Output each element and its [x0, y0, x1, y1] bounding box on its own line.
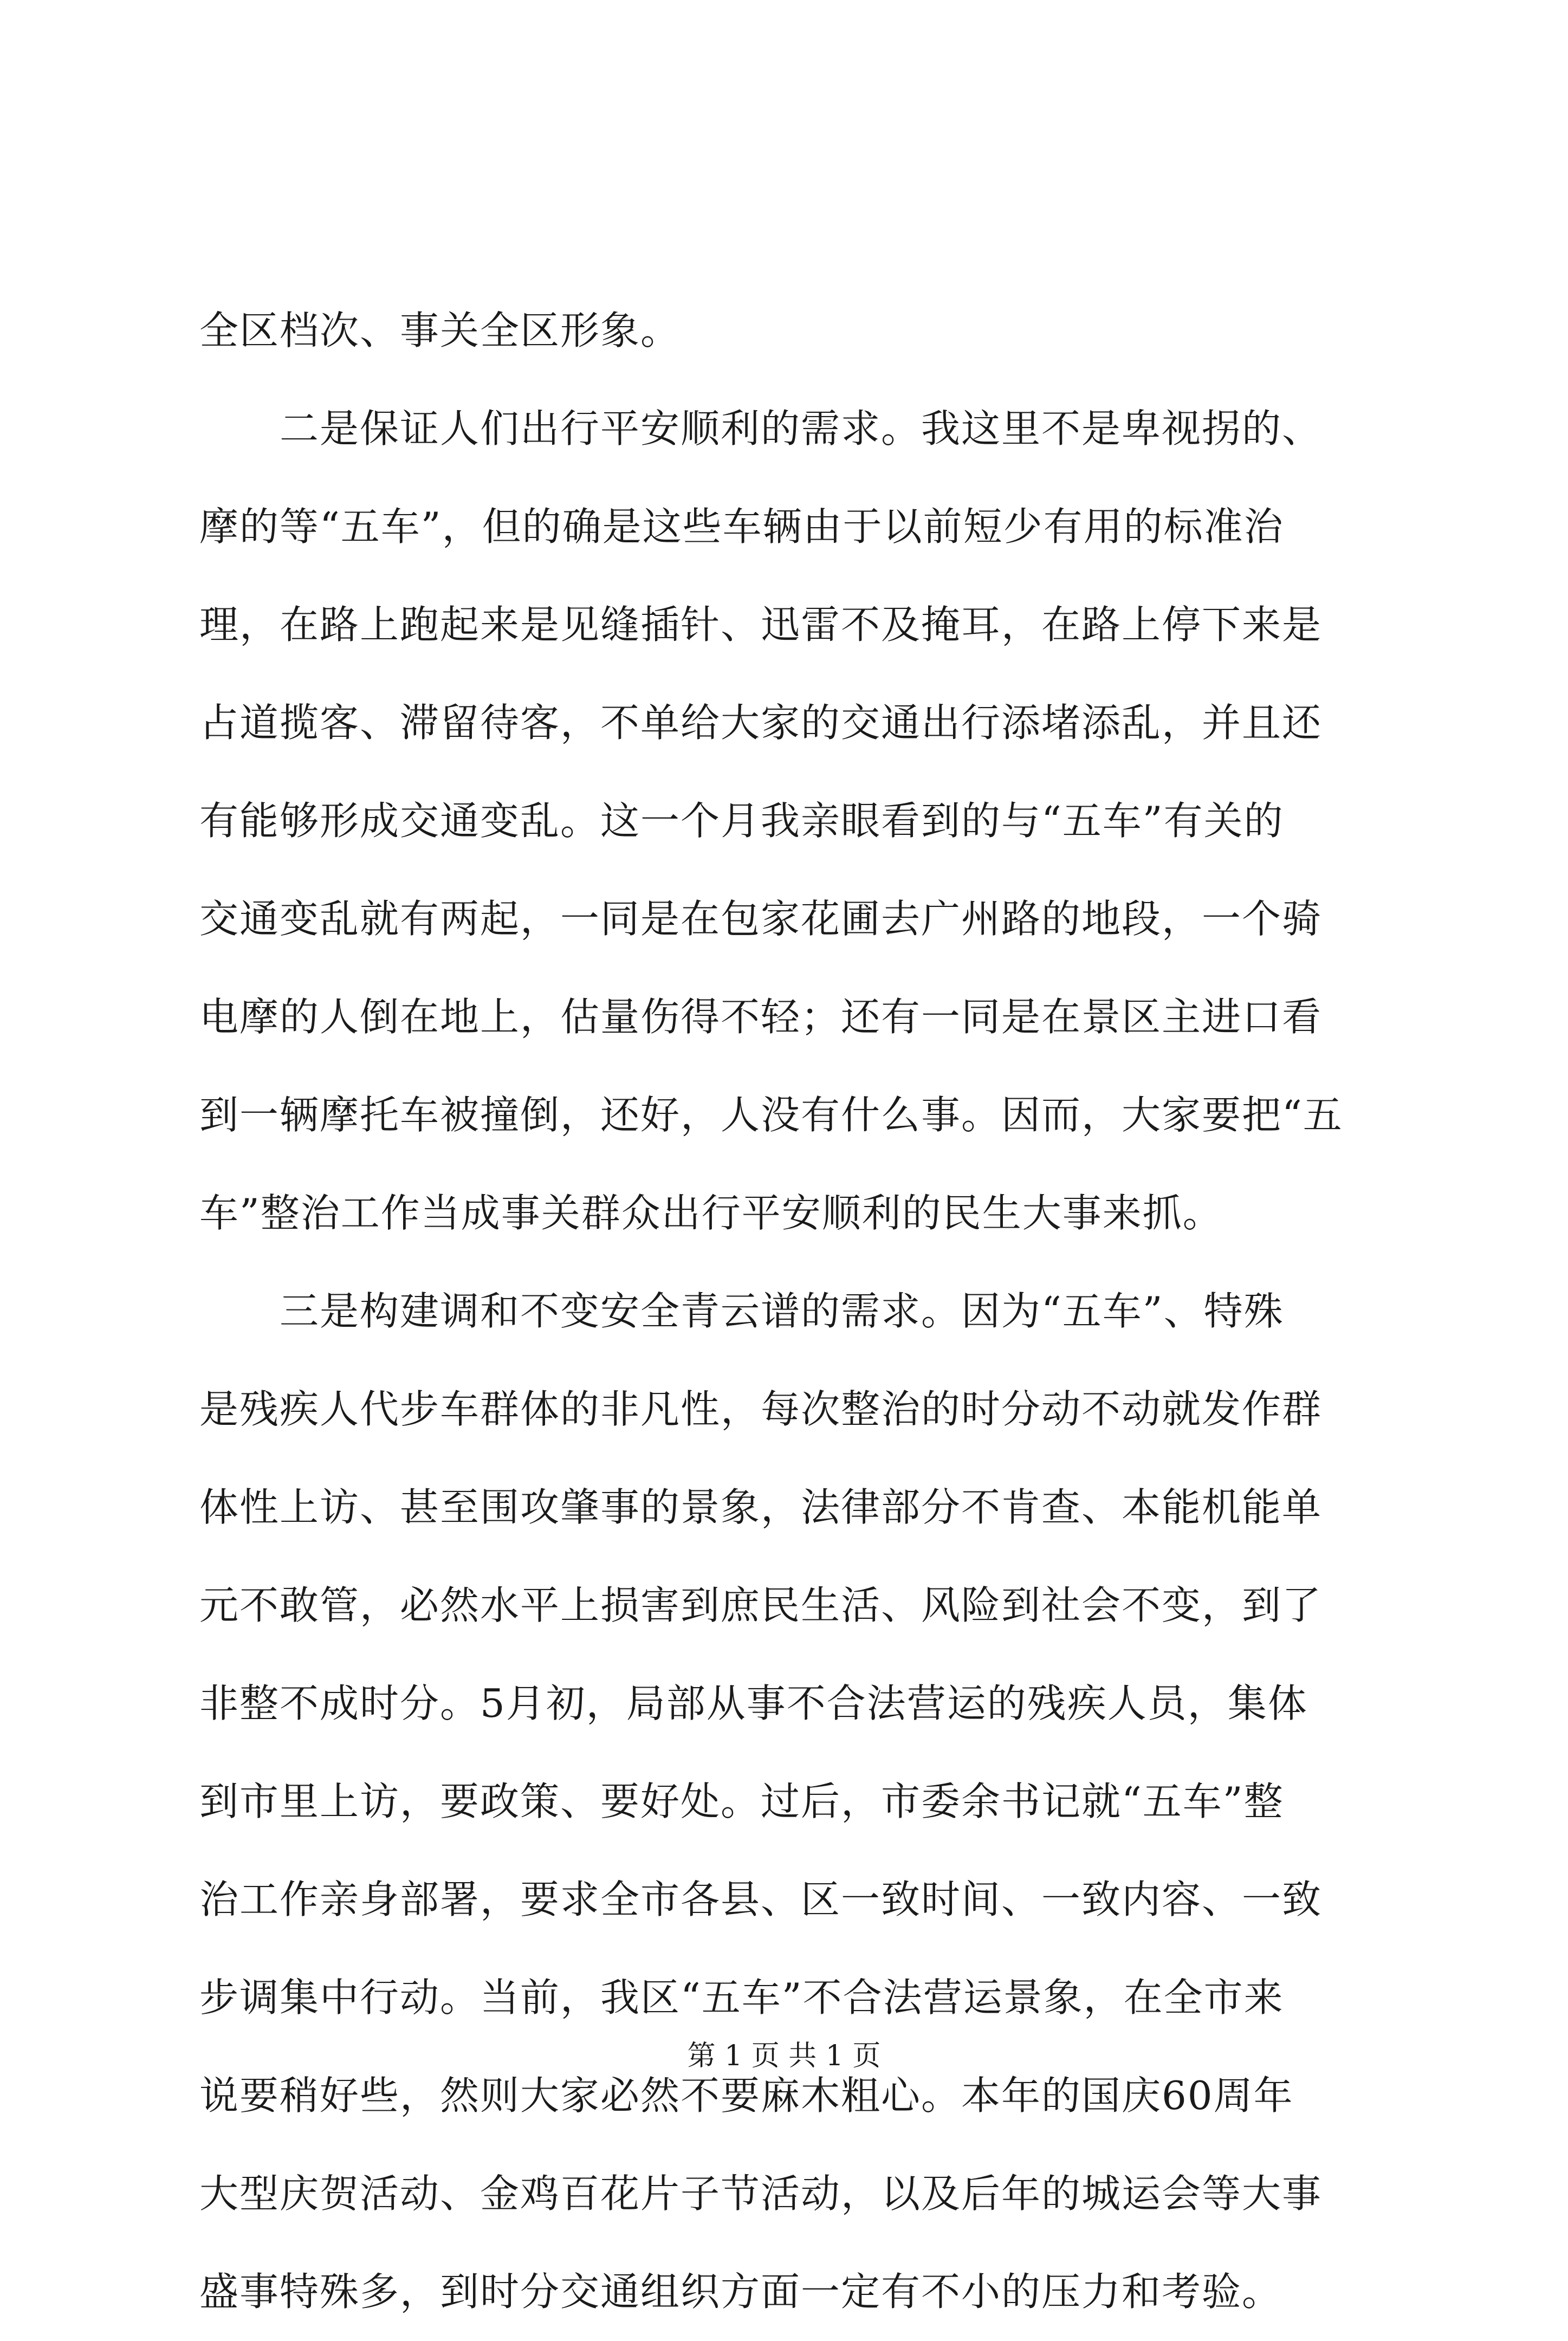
text-line: 占道揽客、滞留待客，不单给大家的交通出行添堵添乱，并且还 — [199, 700, 1323, 745]
text-line: 三是构建调和不变安全青云谱的需求。因为“五车”、特殊 — [199, 1288, 1284, 1334]
text-line: 车”整治工作当成事关群众出行平安顺利的民生大事来抓。 — [199, 1190, 1223, 1236]
text-line: 全区档次、事关全区形象。 — [199, 308, 681, 353]
page-footer — [0, 2037, 1568, 2075]
text-line: 到市里上访，要政策、要好处。过后，市委余书记就“五车”整 — [199, 1779, 1284, 1824]
text-line: 理，在路上跑起来是见缝插针、迅雷不及掩耳，在路上停下来是 — [199, 602, 1323, 647]
text-line: 摩的等“五车”，但的确是这些车辆由于以前短少有用的标准治 — [199, 504, 1284, 549]
text-line: 有能够形成交通变乱。这一个月我亲眼看到的与“五车”有关的 — [199, 798, 1284, 844]
text-line: 元不敢管，必然水平上损害到庶民生活、风险到社会不变，到了 — [199, 1583, 1323, 1628]
text-line: 电摩的人倒在地上，估量伤得不轻；还有一同是在景区主进口看 — [199, 994, 1323, 1040]
text-line: 交通变乱就有两起，一同是在包家花圃去广州路的地段，一个骑 — [199, 896, 1323, 942]
text-line: 是残疾人代步车群体的非凡性，每次整治的时分动不动就发作群 — [199, 1386, 1323, 1432]
page-number-label: 第 1 页 共 1 页 — [687, 2040, 881, 2072]
text-line: 大型庆贺活动、金鸡百花片子节活动，以及后年的城运会等大事 — [199, 2171, 1323, 2216]
text-line: 体性上访、甚至围攻肇事的景象，法律部分不肯查、本能机能单 — [199, 1484, 1323, 1530]
text-line: 说要稍好些，然则大家必然不要麻木粗心。本年的国庆60周年 — [199, 2073, 1294, 2118]
text-line: 步调集中行动。当前，我区“五车”不合法营运景象，在全市来 — [199, 1975, 1284, 2020]
text-line: 治工作亲身部署，要求全市各县、区一致时间、一致内容、一致 — [199, 1877, 1323, 1922]
text-line: 到一辆摩托车被撞倒，还好，人没有什么事。因而，大家要把“五 — [199, 1092, 1343, 1138]
text-line: 二是保证人们出行平安顺利的需求。我这里不是卑视拐的、 — [199, 406, 1323, 451]
body-text — [199, 282, 1381, 2341]
text-line: 盛事特殊多，到时分交通组织方面一定有不小的压力和考验。 — [199, 2269, 1282, 2314]
text-line: 非整不成时分。5月初，局部从事不合法营运的残疾人员，集体 — [199, 1681, 1308, 1726]
